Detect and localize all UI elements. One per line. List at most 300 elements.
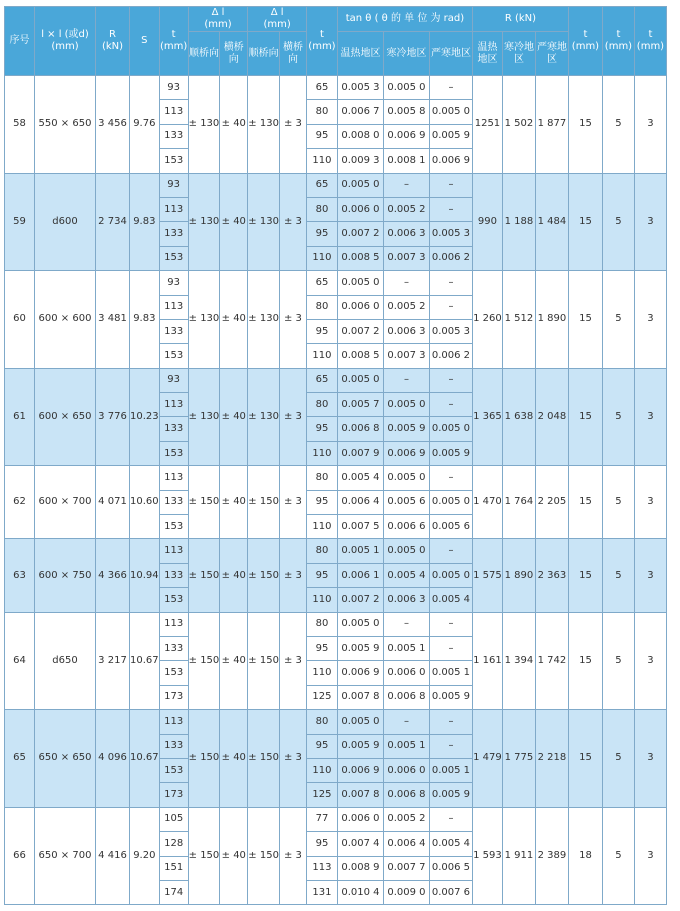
cell-tan-warm: 0.005 9	[337, 734, 383, 758]
cell-tan-severe: 0.005 1	[429, 758, 472, 782]
cell-te: 80	[306, 100, 337, 124]
cell-t: 113	[159, 539, 188, 563]
cell-tan-warm: 0.007 4	[337, 832, 383, 856]
cell-tan-severe: 0.005 0	[429, 563, 472, 587]
cell-t: 173	[159, 685, 188, 709]
header-s: S	[130, 7, 160, 76]
cell-t3: 3	[634, 539, 666, 612]
header-rck: R (kN)	[96, 7, 130, 76]
cell-te: 65	[306, 76, 337, 100]
cell-te: 80	[306, 197, 337, 221]
cell-t: 133	[159, 124, 188, 148]
cell-tan-warm: 0.008 5	[337, 344, 383, 368]
cell-no: 63	[5, 539, 35, 612]
cell-rk-cold: 1 394	[502, 612, 535, 710]
cell-t3: 3	[634, 612, 666, 710]
cell-tan-cold: 0.007 7	[383, 856, 429, 880]
cell-rck: 4 096	[96, 710, 130, 808]
header-severe: 严寒地区	[429, 32, 472, 76]
cell-te: 95	[306, 417, 337, 441]
header-rk: R (kN)	[472, 7, 568, 32]
table-body	[5, 76, 667, 905]
cell-tan-cold: 0.007 3	[383, 344, 429, 368]
cell-tan-cold: 0.006 9	[383, 441, 429, 465]
cell-tan-warm: 0.006 1	[337, 563, 383, 587]
cell-tan-warm: 0.006 8	[337, 417, 383, 441]
cell-te: 65	[306, 368, 337, 392]
cell-tan-cold: –	[383, 612, 429, 636]
cell-t: 133	[159, 222, 188, 246]
cell-s: 9.83	[130, 173, 160, 271]
header-long2: 顺桥向	[248, 32, 280, 76]
table-row	[5, 466, 667, 490]
cell-tan-cold: 0.005 1	[383, 636, 429, 660]
cell-t: 105	[159, 807, 188, 831]
cell-no: 64	[5, 612, 35, 710]
cell-tan-cold: 0.005 6	[383, 490, 429, 514]
cell-tan-cold: 0.005 4	[383, 563, 429, 587]
cell-tan-cold: 0.005 0	[383, 76, 429, 100]
header-delta-l: Δ l (mm)	[188, 7, 248, 32]
cell-delta-l2-trans: ± 3	[279, 466, 306, 539]
header-no: 序号	[5, 7, 35, 76]
cell-t3: 3	[634, 173, 666, 271]
header-long: 顺桥向	[188, 32, 220, 76]
cell-delta-l-long: ± 130	[188, 271, 220, 369]
cell-te: 80	[306, 466, 337, 490]
cell-rk-severe: 1 890	[535, 271, 568, 369]
table-row	[5, 271, 667, 295]
cell-t: 93	[159, 76, 188, 100]
cell-tan-severe: 0.005 9	[429, 783, 472, 807]
cell-tan-cold: 0.006 3	[383, 588, 429, 612]
cell-t2: 5	[602, 173, 634, 271]
cell-tan-warm: 0.005 7	[337, 393, 383, 417]
cell-t: 93	[159, 271, 188, 295]
table-row	[5, 539, 667, 563]
cell-no: 58	[5, 76, 35, 174]
cell-rck: 2 734	[96, 173, 130, 271]
cell-tan-cold: –	[383, 173, 429, 197]
cell-no: 59	[5, 173, 35, 271]
cell-t2: 5	[602, 271, 634, 369]
cell-t3: 3	[634, 710, 666, 808]
cell-t: 133	[159, 319, 188, 343]
cell-rk-cold: 1 188	[502, 173, 535, 271]
cell-te: 65	[306, 173, 337, 197]
cell-t: 93	[159, 368, 188, 392]
cell-delta-l-trans: ± 40	[220, 368, 248, 466]
cell-te: 125	[306, 685, 337, 709]
cell-rk-warm: 1 260	[472, 271, 502, 369]
cell-t: 153	[159, 246, 188, 270]
cell-tan-warm: 0.007 2	[337, 588, 383, 612]
cell-te: 77	[306, 807, 337, 831]
cell-s: 10.23	[130, 368, 160, 466]
cell-tan-cold: –	[383, 271, 429, 295]
cell-t2: 5	[602, 76, 634, 174]
cell-tan-cold: –	[383, 368, 429, 392]
cell-rck: 4 071	[96, 466, 130, 539]
cell-tan-cold: 0.006 9	[383, 124, 429, 148]
cell-tan-cold: 0.005 2	[383, 197, 429, 221]
cell-tan-warm: 0.007 9	[337, 441, 383, 465]
cell-delta-l2-trans: ± 3	[279, 76, 306, 174]
cell-delta-l2-long: ± 150	[248, 807, 280, 905]
cell-delta-l-trans: ± 40	[220, 271, 248, 369]
cell-tan-severe: –	[429, 539, 472, 563]
cell-delta-l-long: ± 130	[188, 76, 220, 174]
cell-tan-severe: 0.005 0	[429, 490, 472, 514]
cell-tan-severe: 0.005 0	[429, 100, 472, 124]
cell-size: 650 × 700	[35, 807, 96, 905]
cell-te: 80	[306, 295, 337, 319]
cell-t: 133	[159, 490, 188, 514]
cell-s: 10.60	[130, 466, 160, 539]
cell-delta-l2-trans: ± 3	[279, 271, 306, 369]
cell-tan-severe: –	[429, 173, 472, 197]
cell-tan-severe: –	[429, 393, 472, 417]
cell-t: 153	[159, 149, 188, 173]
cell-rk-severe: 2 363	[535, 539, 568, 612]
cell-tan-cold: –	[383, 710, 429, 734]
cell-t1: 15	[568, 76, 602, 174]
cell-rck: 3 217	[96, 612, 130, 710]
cell-delta-l2-trans: ± 3	[279, 173, 306, 271]
cell-te: 113	[306, 856, 337, 880]
cell-te: 80	[306, 612, 337, 636]
cell-t3: 3	[634, 466, 666, 539]
cell-delta-l2-long: ± 150	[248, 710, 280, 808]
cell-tan-warm: 0.005 0	[337, 612, 383, 636]
cell-t3: 3	[634, 807, 666, 905]
cell-tan-warm: 0.007 8	[337, 685, 383, 709]
cell-tan-severe: 0.005 0	[429, 417, 472, 441]
cell-rck: 4 366	[96, 539, 130, 612]
cell-tan-cold: 0.006 8	[383, 783, 429, 807]
cell-tan-severe: 0.006 2	[429, 246, 472, 270]
cell-delta-l2-long: ± 130	[248, 271, 280, 369]
cell-tan-warm: 0.010 4	[337, 880, 383, 904]
cell-t: 153	[159, 515, 188, 539]
cell-rck: 4 416	[96, 807, 130, 905]
cell-te: 125	[306, 783, 337, 807]
header-t2: t (mm)	[602, 7, 634, 76]
cell-t: 113	[159, 466, 188, 490]
cell-no: 60	[5, 271, 35, 369]
cell-tan-warm: 0.006 0	[337, 807, 383, 831]
header-t: t (mm)	[159, 7, 188, 76]
cell-no: 62	[5, 466, 35, 539]
cell-t: 133	[159, 563, 188, 587]
cell-te: 110	[306, 344, 337, 368]
cell-no: 66	[5, 807, 35, 905]
cell-rk-cold: 1 638	[502, 368, 535, 466]
cell-tan-severe: 0.006 9	[429, 149, 472, 173]
cell-tan-severe: –	[429, 295, 472, 319]
cell-t: 174	[159, 880, 188, 904]
cell-tan-severe: 0.005 4	[429, 832, 472, 856]
cell-t: 93	[159, 173, 188, 197]
table-row	[5, 710, 667, 734]
table-row	[5, 173, 667, 197]
cell-delta-l2-long: ± 150	[248, 539, 280, 612]
cell-tan-cold: 0.007 3	[383, 246, 429, 270]
cell-t: 113	[159, 295, 188, 319]
cell-rk-cold: 1 512	[502, 271, 535, 369]
cell-rck: 3 481	[96, 271, 130, 369]
cell-tan-severe: 0.005 3	[429, 319, 472, 343]
cell-te: 95	[306, 636, 337, 660]
cell-tan-warm: 0.005 0	[337, 173, 383, 197]
cell-t1: 15	[568, 466, 602, 539]
cell-t1: 15	[568, 271, 602, 369]
header-tan: tan θ ( θ 的 单 位 为 rad)	[337, 7, 472, 32]
cell-delta-l-long: ± 150	[188, 466, 220, 539]
header-rk-severe: 严寒地区	[535, 32, 568, 76]
cell-tan-warm: 0.005 0	[337, 271, 383, 295]
cell-te: 95	[306, 563, 337, 587]
cell-tan-cold: 0.005 0	[383, 393, 429, 417]
cell-tan-severe: –	[429, 76, 472, 100]
cell-tan-severe: 0.005 9	[429, 685, 472, 709]
cell-te: 110	[306, 588, 337, 612]
cell-tan-severe: 0.005 4	[429, 588, 472, 612]
bearing-spec-table	[4, 6, 667, 905]
cell-tan-severe: 0.005 6	[429, 515, 472, 539]
cell-tan-cold: 0.006 3	[383, 222, 429, 246]
cell-tan-warm: 0.005 0	[337, 710, 383, 734]
cell-te: 95	[306, 734, 337, 758]
cell-tan-severe: –	[429, 734, 472, 758]
cell-delta-l2-trans: ± 3	[279, 807, 306, 905]
header-delta-l2: Δ l (mm)	[248, 7, 307, 32]
cell-t: 113	[159, 393, 188, 417]
cell-te: 65	[306, 271, 337, 295]
cell-delta-l-long: ± 130	[188, 368, 220, 466]
cell-delta-l-trans: ± 40	[220, 76, 248, 174]
cell-tan-severe: 0.005 1	[429, 661, 472, 685]
cell-tan-warm: 0.006 0	[337, 197, 383, 221]
cell-rk-warm: 1 575	[472, 539, 502, 612]
cell-tan-warm: 0.008 0	[337, 124, 383, 148]
cell-tan-cold: 0.005 0	[383, 466, 429, 490]
cell-t: 133	[159, 734, 188, 758]
cell-delta-l2-trans: ± 3	[279, 612, 306, 710]
cell-delta-l-trans: ± 40	[220, 807, 248, 905]
cell-tan-warm: 0.005 9	[337, 636, 383, 660]
cell-s: 10.67	[130, 710, 160, 808]
cell-s: 9.76	[130, 76, 160, 174]
cell-s: 10.94	[130, 539, 160, 612]
cell-no: 61	[5, 368, 35, 466]
header-trans2: 横桥向	[279, 32, 306, 76]
cell-te: 110	[306, 661, 337, 685]
cell-tan-warm: 0.005 0	[337, 368, 383, 392]
header-warm: 温热地区	[337, 32, 383, 76]
table-row	[5, 76, 667, 100]
cell-t1: 15	[568, 612, 602, 710]
cell-delta-l-trans: ± 40	[220, 466, 248, 539]
cell-delta-l-trans: ± 40	[220, 710, 248, 808]
cell-t2: 5	[602, 710, 634, 808]
cell-delta-l-trans: ± 40	[220, 539, 248, 612]
cell-tan-warm: 0.007 8	[337, 783, 383, 807]
cell-t: 113	[159, 197, 188, 221]
cell-te: 80	[306, 539, 337, 563]
cell-rk-warm: 1251	[472, 76, 502, 174]
cell-delta-l-long: ± 150	[188, 710, 220, 808]
cell-t: 153	[159, 588, 188, 612]
cell-t: 133	[159, 636, 188, 660]
cell-t: 173	[159, 783, 188, 807]
header-trans: 横桥向	[220, 32, 248, 76]
cell-tan-severe: 0.007 6	[429, 880, 472, 904]
cell-delta-l2-trans: ± 3	[279, 368, 306, 466]
cell-rk-severe: 1 484	[535, 173, 568, 271]
cell-size: 600 × 650	[35, 368, 96, 466]
cell-rk-warm: 1 593	[472, 807, 502, 905]
cell-rk-severe: 2 218	[535, 710, 568, 808]
cell-t: 151	[159, 856, 188, 880]
cell-tan-warm: 0.006 9	[337, 758, 383, 782]
cell-te: 110	[306, 246, 337, 270]
cell-tan-cold: 0.009 0	[383, 880, 429, 904]
cell-te: 95	[306, 832, 337, 856]
cell-t2: 5	[602, 466, 634, 539]
header-t1: t (mm)	[568, 7, 602, 76]
cell-tan-severe: –	[429, 807, 472, 831]
cell-tan-severe: –	[429, 368, 472, 392]
cell-tan-severe: –	[429, 197, 472, 221]
cell-t: 153	[159, 441, 188, 465]
cell-delta-l2-long: ± 130	[248, 368, 280, 466]
cell-rk-warm: 990	[472, 173, 502, 271]
cell-tan-cold: 0.005 1	[383, 734, 429, 758]
cell-te: 110	[306, 441, 337, 465]
cell-delta-l2-long: ± 130	[248, 173, 280, 271]
cell-tan-severe: –	[429, 636, 472, 660]
cell-te: 95	[306, 222, 337, 246]
cell-tan-severe: 0.005 3	[429, 222, 472, 246]
cell-t3: 3	[634, 368, 666, 466]
cell-t1: 15	[568, 539, 602, 612]
cell-t: 113	[159, 710, 188, 734]
cell-tan-severe: –	[429, 271, 472, 295]
cell-tan-cold: 0.006 0	[383, 661, 429, 685]
cell-rck: 3 456	[96, 76, 130, 174]
cell-rk-severe: 2 205	[535, 466, 568, 539]
header-t3: t (mm)	[634, 7, 666, 76]
cell-tan-severe: –	[429, 466, 472, 490]
cell-tan-warm: 0.006 9	[337, 661, 383, 685]
cell-delta-l-long: ± 150	[188, 612, 220, 710]
cell-rck: 3 776	[96, 368, 130, 466]
cell-rk-severe: 1 742	[535, 612, 568, 710]
cell-tan-warm: 0.007 2	[337, 222, 383, 246]
cell-tan-warm: 0.006 7	[337, 100, 383, 124]
cell-tan-warm: 0.005 4	[337, 466, 383, 490]
cell-delta-l2-long: ± 130	[248, 76, 280, 174]
cell-size: d650	[35, 612, 96, 710]
cell-tan-cold: 0.005 2	[383, 295, 429, 319]
cell-size: 600 × 750	[35, 539, 96, 612]
table-header	[5, 7, 667, 76]
cell-t: 153	[159, 758, 188, 782]
cell-s: 9.20	[130, 807, 160, 905]
cell-tan-cold: 0.008 1	[383, 149, 429, 173]
cell-t2: 5	[602, 368, 634, 466]
cell-rk-severe: 2 389	[535, 807, 568, 905]
cell-rk-warm: 1 470	[472, 466, 502, 539]
cell-size: d600	[35, 173, 96, 271]
cell-tan-warm: 0.008 9	[337, 856, 383, 880]
cell-rk-cold: 1 502	[502, 76, 535, 174]
cell-size: 650 × 650	[35, 710, 96, 808]
cell-s: 10.67	[130, 612, 160, 710]
cell-te: 95	[306, 490, 337, 514]
cell-tan-severe: –	[429, 710, 472, 734]
cell-te: 131	[306, 880, 337, 904]
cell-rk-warm: 1 479	[472, 710, 502, 808]
cell-te: 95	[306, 319, 337, 343]
cell-t: 153	[159, 661, 188, 685]
cell-t: 128	[159, 832, 188, 856]
cell-rk-cold: 1 911	[502, 807, 535, 905]
cell-delta-l2-trans: ± 3	[279, 710, 306, 808]
cell-tan-warm: 0.007 2	[337, 319, 383, 343]
cell-rk-cold: 1 775	[502, 710, 535, 808]
cell-rk-warm: 1 161	[472, 612, 502, 710]
cell-te: 80	[306, 710, 337, 734]
cell-t3: 3	[634, 76, 666, 174]
cell-tan-cold: 0.006 4	[383, 832, 429, 856]
cell-t3: 3	[634, 271, 666, 369]
header-rk-cold: 寒冷地区	[502, 32, 535, 76]
cell-tan-warm: 0.006 0	[337, 295, 383, 319]
cell-tan-warm: 0.007 5	[337, 515, 383, 539]
header-te: t (mm)	[306, 7, 337, 76]
cell-delta-l2-trans: ± 3	[279, 539, 306, 612]
cell-tan-cold: 0.005 0	[383, 539, 429, 563]
cell-tan-warm: 0.005 1	[337, 539, 383, 563]
cell-te: 110	[306, 515, 337, 539]
cell-tan-severe: 0.006 5	[429, 856, 472, 880]
header-size: l × l (或d) (mm)	[35, 7, 96, 76]
cell-t: 133	[159, 417, 188, 441]
cell-tan-cold: 0.006 8	[383, 685, 429, 709]
table-row	[5, 807, 667, 831]
cell-tan-cold: 0.005 9	[383, 417, 429, 441]
header-cold: 寒冷地区	[383, 32, 429, 76]
cell-tan-warm: 0.008 5	[337, 246, 383, 270]
cell-size: 600 × 700	[35, 466, 96, 539]
cell-t1: 15	[568, 710, 602, 808]
cell-delta-l-long: ± 130	[188, 173, 220, 271]
cell-tan-cold: 0.006 6	[383, 515, 429, 539]
cell-tan-severe: 0.005 9	[429, 441, 472, 465]
cell-rk-cold: 1 890	[502, 539, 535, 612]
cell-tan-severe: 0.005 9	[429, 124, 472, 148]
cell-rk-cold: 1 764	[502, 466, 535, 539]
cell-s: 9.83	[130, 271, 160, 369]
cell-size: 550 × 650	[35, 76, 96, 174]
cell-te: 95	[306, 124, 337, 148]
cell-tan-cold: 0.005 8	[383, 100, 429, 124]
cell-t1: 15	[568, 173, 602, 271]
cell-t1: 18	[568, 807, 602, 905]
cell-tan-warm: 0.009 3	[337, 149, 383, 173]
